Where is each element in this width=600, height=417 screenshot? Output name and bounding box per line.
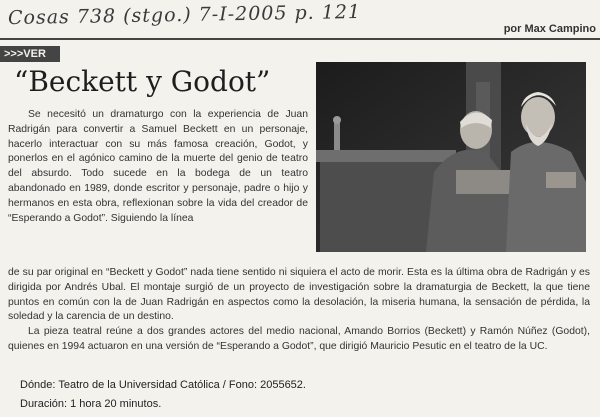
article-full-text	[8, 266, 590, 378]
venue-info: Dónde: Teatro de la Universidad Católica / Fono: 2055652.	[20, 379, 306, 391]
article-photo	[316, 62, 586, 252]
section-label: >>>VER	[0, 46, 60, 62]
article-title: “Beckett y Godot”	[14, 65, 271, 98]
handwritten-note: Cosas 738 (stgo.) 7-I-2005 p. 121	[7, 0, 362, 30]
paragraph-1-continued: de su par original en “Beckett y Godot” nada tiene sentido ni siquiera el acto de morir. Esta es la última obra de Radrigán y es dirigida por Andrés Ubal. El montaje surgió de un proyecto de investigación sobre la dramaturgia de Beckett, la que tiene puntos en común con la de Juan Radrigán en aspectos como la desolación, la miseria humana, la sensación de pérdida, la soledad y la carencia de un destino.	[8, 267, 590, 323]
article-column-text	[8, 108, 308, 270]
theater-photo-image	[316, 62, 586, 252]
paragraph-1-column: Se necesitó un dramaturgo con la experiencia de Juan Radrigán para convertir a Samuel Beckett en un personaje, hacerlo interactuar con su más famosa creación, Godot, y ponerlos en el agónico camino de la muerte del genio de teatro del absurdo. Todo sucede en la bodega de un teatro abandonado en 1989, donde escritor y personaje, padre o hijo y hermanos en esta obra, reflexionan sobre la vida del creador de “Esperando a Godot”. Siguiendo la línea	[8, 109, 308, 224]
byline: por Max Campino	[503, 23, 596, 35]
duration-info: Duración: 1 hora 20 minutos.	[20, 398, 162, 410]
paragraph-2: La pieza teatral reúne a dos grandes actores del medio nacional, Amando Borrios (Beckett) y Ramón Núñez (Godot), quienes en 1994 actuaron en una versión de “Esperando a Godot”, que dirigió Mauricio Pesutic en el teatro de la UC.	[8, 326, 590, 352]
header-rule	[0, 38, 600, 40]
